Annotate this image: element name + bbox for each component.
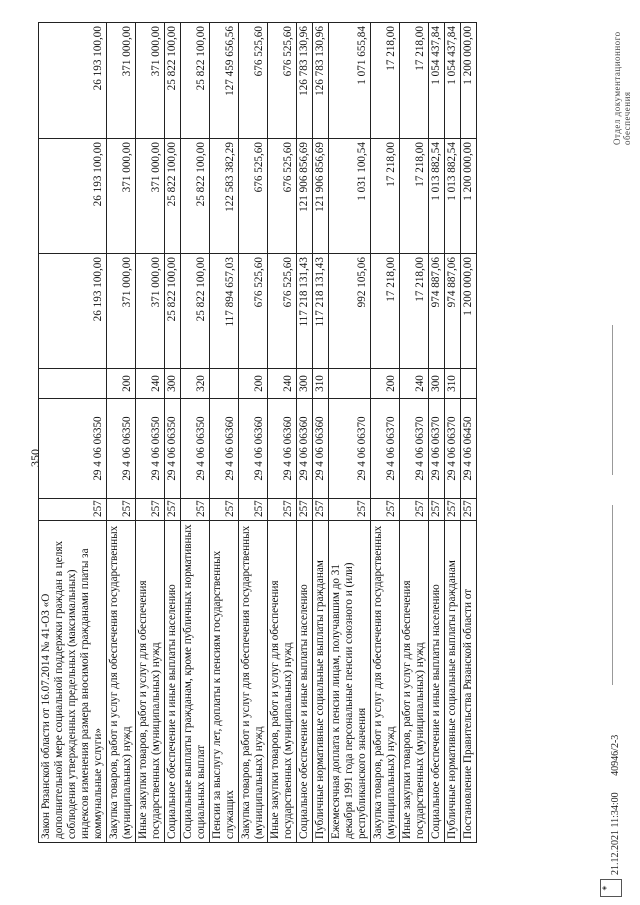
row-sum-2022: 974 887,06 [429, 254, 445, 369]
row-code: 257 [371, 499, 400, 521]
row-vr: 200 [107, 369, 136, 399]
row-vr: 240 [268, 369, 297, 399]
scan-noise-line [612, 505, 613, 685]
row-sum-2023: 26 193 100,00 [39, 139, 107, 254]
row-sum-2023: 121 906 856,69 [313, 139, 329, 254]
row-sum-2023: 17 218,00 [371, 139, 400, 254]
row-code: 257 [39, 499, 107, 521]
row-csr: 29 4 06 06450 [461, 399, 477, 499]
table-row [136, 23, 165, 843]
row-vr: 200 [239, 369, 268, 399]
row-name: Закупка товаров, работ и услуг для обеспечения государственных (муниципальных) нужд [371, 521, 400, 843]
row-sum-2023: 676 525,60 [239, 139, 268, 254]
row-sum-2022: 992 105,06 [329, 254, 371, 369]
row-sum-2022: 25 822 100,00 [181, 254, 210, 369]
stamp-text: Отдел документационного обеспечения [612, 31, 632, 145]
row-name: Иные закупки товаров, работ и услуг для обеспечения государственных (муниципальных) нужд [400, 521, 429, 843]
table-row [268, 23, 297, 843]
row-csr: 29 4 06 06360 [239, 399, 268, 499]
row-code: 257 [461, 499, 477, 521]
row-csr: 29 4 06 06370 [400, 399, 429, 499]
table-row [445, 23, 461, 843]
row-sum-2024: 126 783 130,96 [297, 23, 313, 139]
row-name: Социальное обеспечение и иные выплаты населению [165, 521, 181, 843]
row-name: Социальное обеспечение и иные выплаты населению [297, 521, 313, 843]
row-csr: 29 4 06 06350 [39, 399, 107, 499]
row-sum-2023: 121 906 856,69 [297, 139, 313, 254]
row-sum-2023: 1 200 000,00 [461, 139, 477, 254]
row-sum-2024: 126 783 130,96 [313, 23, 329, 139]
row-sum-2024: 676 525,60 [268, 23, 297, 139]
row-code: 257 [210, 499, 239, 521]
row-csr: 29 4 06 06370 [329, 399, 371, 499]
row-sum-2024: 25 822 100,00 [165, 23, 181, 139]
row-name: Закупка товаров, работ и услуг для обеспечения государственных (муниципальных) нужд [239, 521, 268, 843]
row-csr: 29 4 06 06370 [429, 399, 445, 499]
page-number: 350 [28, 449, 42, 467]
row-name: Постановление Правительства Рязанской области от [461, 521, 477, 843]
row-sum-2022: 676 525,60 [268, 254, 297, 369]
row-name: Публичные нормативные социальные выплаты гражданам [313, 521, 329, 843]
row-csr: 29 4 06 06350 [136, 399, 165, 499]
row-sum-2023: 25 822 100,00 [181, 139, 210, 254]
row-code: 257 [400, 499, 429, 521]
row-sum-2023: 25 822 100,00 [165, 139, 181, 254]
table-row [329, 23, 371, 843]
row-sum-2022: 117 218 131,43 [297, 254, 313, 369]
row-csr: 29 4 06 06350 [181, 399, 210, 499]
row-vr: 310 [313, 369, 329, 399]
row-vr: 300 [429, 369, 445, 399]
row-vr [461, 369, 477, 399]
row-sum-2022: 17 218,00 [400, 254, 429, 369]
row-sum-2023: 1 031 100,54 [329, 139, 371, 254]
row-vr: 300 [165, 369, 181, 399]
table-row [429, 23, 445, 843]
table-row [400, 23, 429, 843]
row-sum-2022: 371 000,00 [136, 254, 165, 369]
row-sum-2023: 17 218,00 [400, 139, 429, 254]
row-code: 257 [313, 499, 329, 521]
table-row [297, 23, 313, 843]
row-code: 257 [136, 499, 165, 521]
row-sum-2024: 127 459 656,56 [210, 23, 239, 139]
row-csr: 29 4 06 06350 [165, 399, 181, 499]
row-name: Публичные нормативные социальные выплаты гражданам [445, 521, 461, 843]
row-vr: 240 [400, 369, 429, 399]
row-sum-2024: 1 054 437,84 [445, 23, 461, 139]
row-sum-2023: 371 000,00 [107, 139, 136, 254]
budget-table [38, 22, 477, 843]
row-sum-2024: 1 200 000,00 [461, 23, 477, 139]
footer [610, 721, 621, 875]
row-sum-2023: 1 013 882,54 [445, 139, 461, 254]
row-sum-2022: 25 822 100,00 [165, 254, 181, 369]
row-sum-2022: 1 200 000,00 [461, 254, 477, 369]
row-sum-2023: 371 000,00 [136, 139, 165, 254]
row-sum-2022: 17 218,00 [371, 254, 400, 369]
row-vr [39, 369, 107, 399]
table-row [239, 23, 268, 843]
row-code: 257 [268, 499, 297, 521]
row-csr: 29 4 06 06360 [297, 399, 313, 499]
row-code: 257 [297, 499, 313, 521]
row-sum-2024: 17 218,00 [400, 23, 429, 139]
row-sum-2022: 117 894 657,03 [210, 254, 239, 369]
table-row [181, 23, 210, 843]
row-code: 257 [107, 499, 136, 521]
row-code: 257 [165, 499, 181, 521]
row-name: Социальное обеспечение и иные выплаты населению [429, 521, 445, 843]
row-vr: 200 [371, 369, 400, 399]
row-sum-2024: 371 000,00 [136, 23, 165, 139]
row-csr: 29 4 06 06360 [268, 399, 297, 499]
table-row [371, 23, 400, 843]
row-vr [329, 369, 371, 399]
table-row [165, 23, 181, 843]
row-vr: 310 [445, 369, 461, 399]
row-name: Социальные выплаты гражданам, кроме публичных нормативных социальных выплат [181, 521, 210, 843]
row-sum-2024: 371 000,00 [107, 23, 136, 139]
footer-datetime: 21.12.2021 11:34:00 [610, 792, 621, 875]
row-name: Пенсии за выслугу лет, доплаты к пенсиям государственных служащих [210, 521, 239, 843]
row-code: 257 [239, 499, 268, 521]
row-code: 257 [181, 499, 210, 521]
row-sum-2024: 26 193 100,00 [39, 23, 107, 139]
row-code: 257 [445, 499, 461, 521]
table-row [210, 23, 239, 843]
row-name: Ежемесячная доплата к пенсии лицам, получавшим до 31 декабря 1991 года персональные пенсии союзного и (или) республиканского значения [329, 521, 371, 843]
row-sum-2023: 122 583 382,29 [210, 139, 239, 254]
row-sum-2024: 676 525,60 [239, 23, 268, 139]
row-csr: 29 4 06 06360 [313, 399, 329, 499]
row-sum-2022: 117 218 131,43 [313, 254, 329, 369]
row-code: 257 [429, 499, 445, 521]
row-csr: 29 4 06 06350 [107, 399, 136, 499]
table-row [39, 23, 107, 843]
table-body [39, 23, 477, 843]
row-sum-2022: 676 525,60 [239, 254, 268, 369]
row-name: Закон Рязанской области от 16.07.2014 № 41-ОЗ «О дополнительной мере социальной поддержки граждан в целях соблюдения утвержденных предельных (максимальных) индексов изменения размера вносимой гражданами платы за коммунальные услуги» [39, 521, 107, 843]
row-code: 257 [329, 499, 371, 521]
row-sum-2024: 1 054 437,84 [429, 23, 445, 139]
row-sum-2022: 974 887,06 [445, 254, 461, 369]
logo-icon: ◈ [600, 879, 622, 897]
row-csr: 29 4 06 06370 [445, 399, 461, 499]
row-sum-2023: 676 525,60 [268, 139, 297, 254]
row-name: Иные закупки товаров, работ и услуг для обеспечения государственных (муниципальных) нужд [268, 521, 297, 843]
footer-doc-id: 40946/2-3 [610, 734, 621, 776]
row-sum-2024: 17 218,00 [371, 23, 400, 139]
row-name: Закупка товаров, работ и услуг для обеспечения государственных (муниципальных) нужд [107, 521, 136, 843]
scan-noise-line [612, 325, 613, 475]
row-name: Иные закупки товаров, работ и услуг для обеспечения государственных (муниципальных) нужд [136, 521, 165, 843]
row-sum-2024: 1 071 655,84 [329, 23, 371, 139]
row-csr: 29 4 06 06370 [371, 399, 400, 499]
row-sum-2023: 1 013 882,54 [429, 139, 445, 254]
row-sum-2022: 26 193 100,00 [39, 254, 107, 369]
row-sum-2022: 371 000,00 [107, 254, 136, 369]
row-vr: 300 [297, 369, 313, 399]
row-vr: 320 [181, 369, 210, 399]
table-row [461, 23, 477, 843]
table-row [107, 23, 136, 843]
row-vr: 240 [136, 369, 165, 399]
row-vr [210, 369, 239, 399]
table-row [313, 23, 329, 843]
row-sum-2024: 25 822 100,00 [181, 23, 210, 139]
row-csr: 29 4 06 06360 [210, 399, 239, 499]
